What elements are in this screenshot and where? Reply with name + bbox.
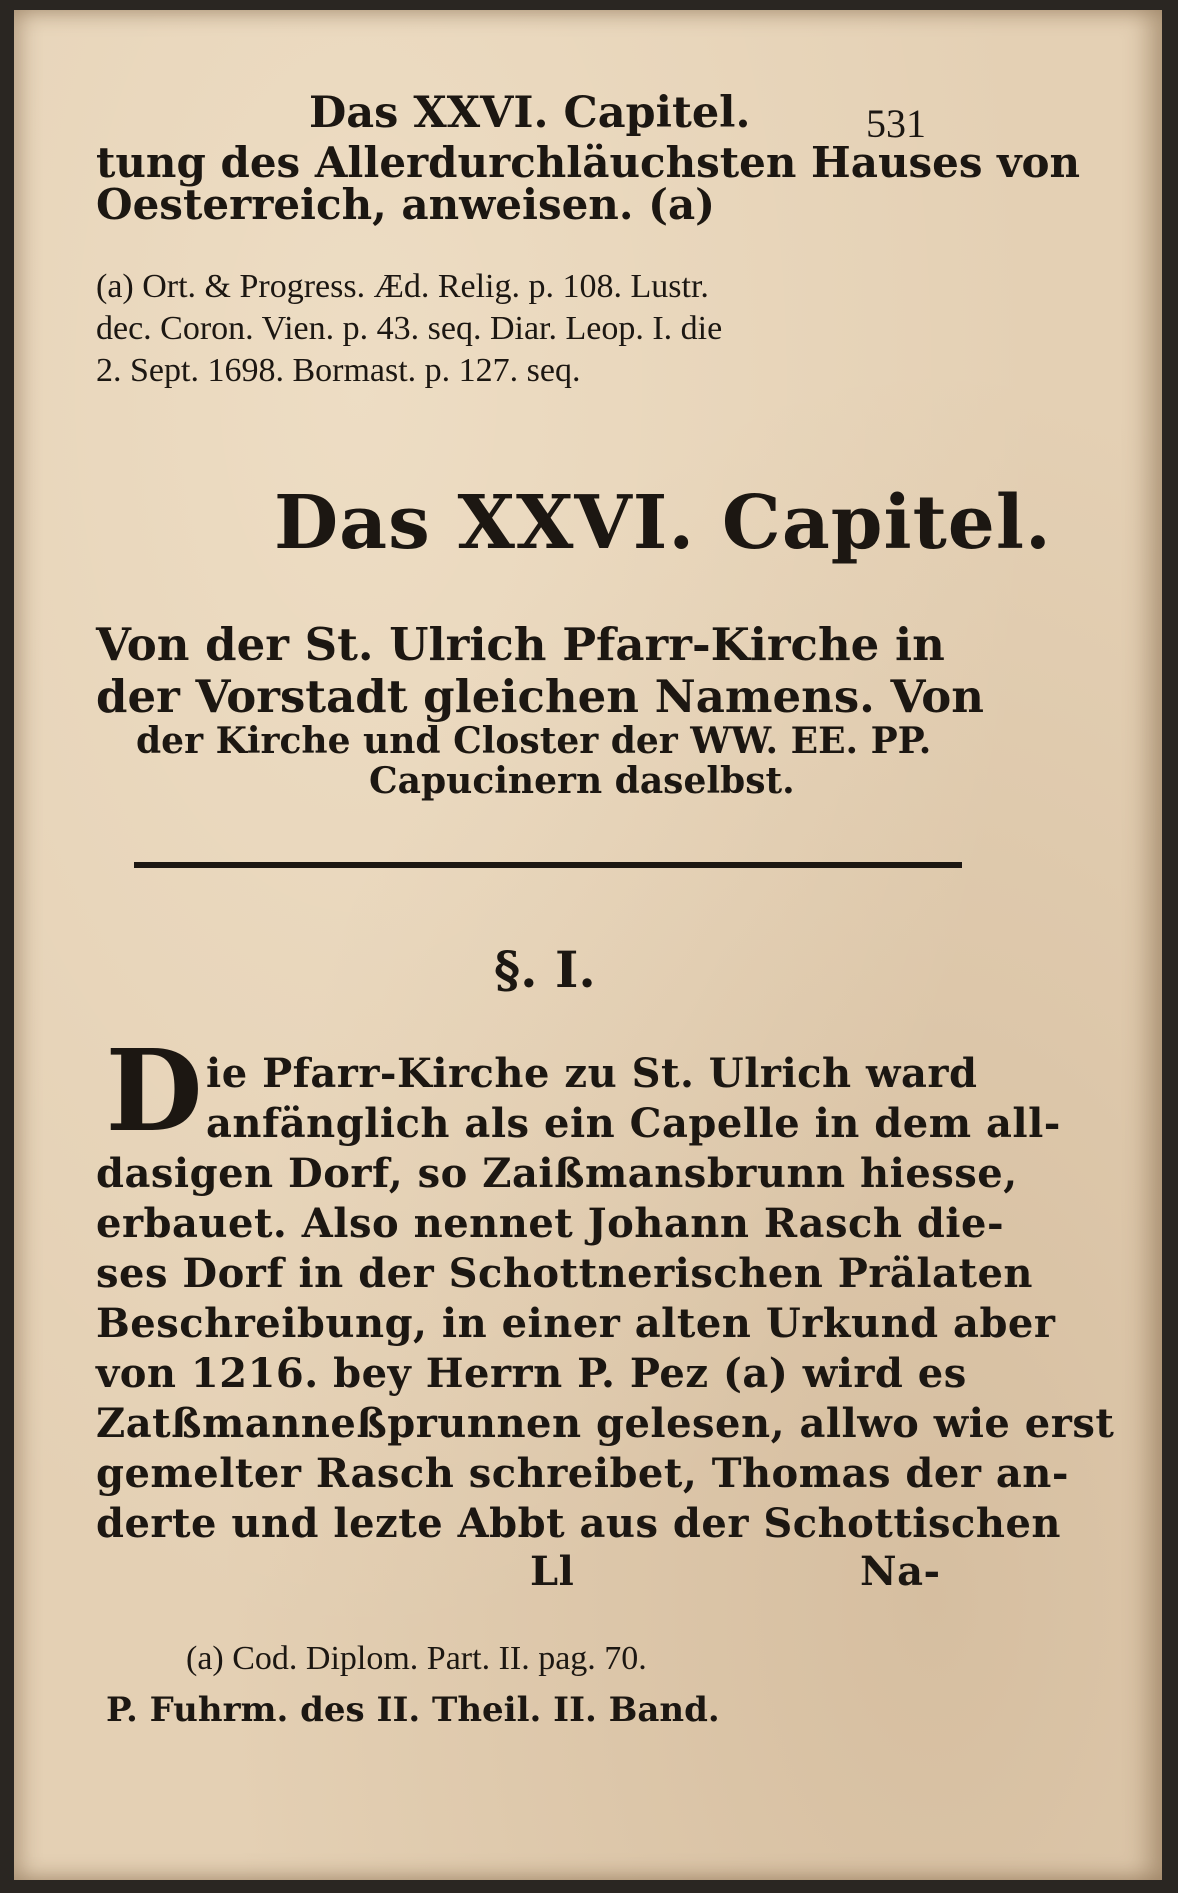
body-line: gemelter Rasch schreibet, Thomas der an- xyxy=(96,1450,1069,1497)
continuation-line: tung des Allerdurchläuchsten Hauses von xyxy=(96,138,1081,187)
footnote-line: dec. Coron. Vien. p. 43. seq. Diar. Leop. I. die xyxy=(96,310,723,347)
signature-mark: Ll xyxy=(530,1548,575,1595)
catchword: Na- xyxy=(860,1548,941,1595)
continuation-line: Oesterreich, anweisen. (a) xyxy=(96,180,716,229)
chapter-subtitle-line: Von der St. Ulrich Pfarr-Kirche in xyxy=(96,618,945,671)
body-line: Zatßmanneßprunnen gelesen, allwo wie erst xyxy=(96,1400,1115,1447)
body-line: Beschreibung, in einer alten Urkund aber xyxy=(96,1300,1056,1347)
body-line: von 1216. bey Herrn P. Pez (a) wird es xyxy=(96,1350,967,1397)
section-mark: §. I. xyxy=(494,940,596,999)
printer-note: P. Fuhrm. des II. Theil. II. Band. xyxy=(106,1690,720,1730)
chapter-subtitle-line: der Kirche und Closter der WW. EE. PP. xyxy=(136,720,932,762)
body-line: ie Pfarr-Kirche zu St. Ulrich ward xyxy=(206,1050,978,1097)
body-line: dasigen Dorf, so Zaißmansbrunn hiesse, xyxy=(96,1150,1018,1197)
bottom-footnote: (a) Cod. Diplom. Part. II. pag. 70. xyxy=(186,1640,647,1677)
body-line: ses Dorf in der Schottnerischen Prälaten xyxy=(96,1250,1033,1297)
footnote-line: (a) Ort. & Progress. Æd. Relig. p. 108. Lustr. xyxy=(96,268,709,305)
body-line: erbauet. Also nennet Johann Rasch die- xyxy=(96,1200,1005,1247)
chapter-subtitle-line: der Vorstadt gleichen Namens. Von xyxy=(96,670,985,723)
chapter-subtitle-line: Capucinern daselbst. xyxy=(369,760,795,802)
body-line: derte und lezte Abbt aus der Schottischen xyxy=(96,1500,1061,1547)
book-page xyxy=(14,10,1162,1880)
drop-cap: D xyxy=(105,1026,203,1157)
body-line: anfänglich als ein Capelle in dem all- xyxy=(206,1100,1061,1147)
footnote-line: 2. Sept. 1698. Bormast. p. 127. seq. xyxy=(96,352,581,389)
chapter-title: Das XXVI. Capitel. xyxy=(274,480,1052,566)
section-divider-rule xyxy=(134,862,962,868)
page-number: 531 xyxy=(866,101,926,146)
running-head: Das XXVI. Capitel. xyxy=(309,88,751,138)
